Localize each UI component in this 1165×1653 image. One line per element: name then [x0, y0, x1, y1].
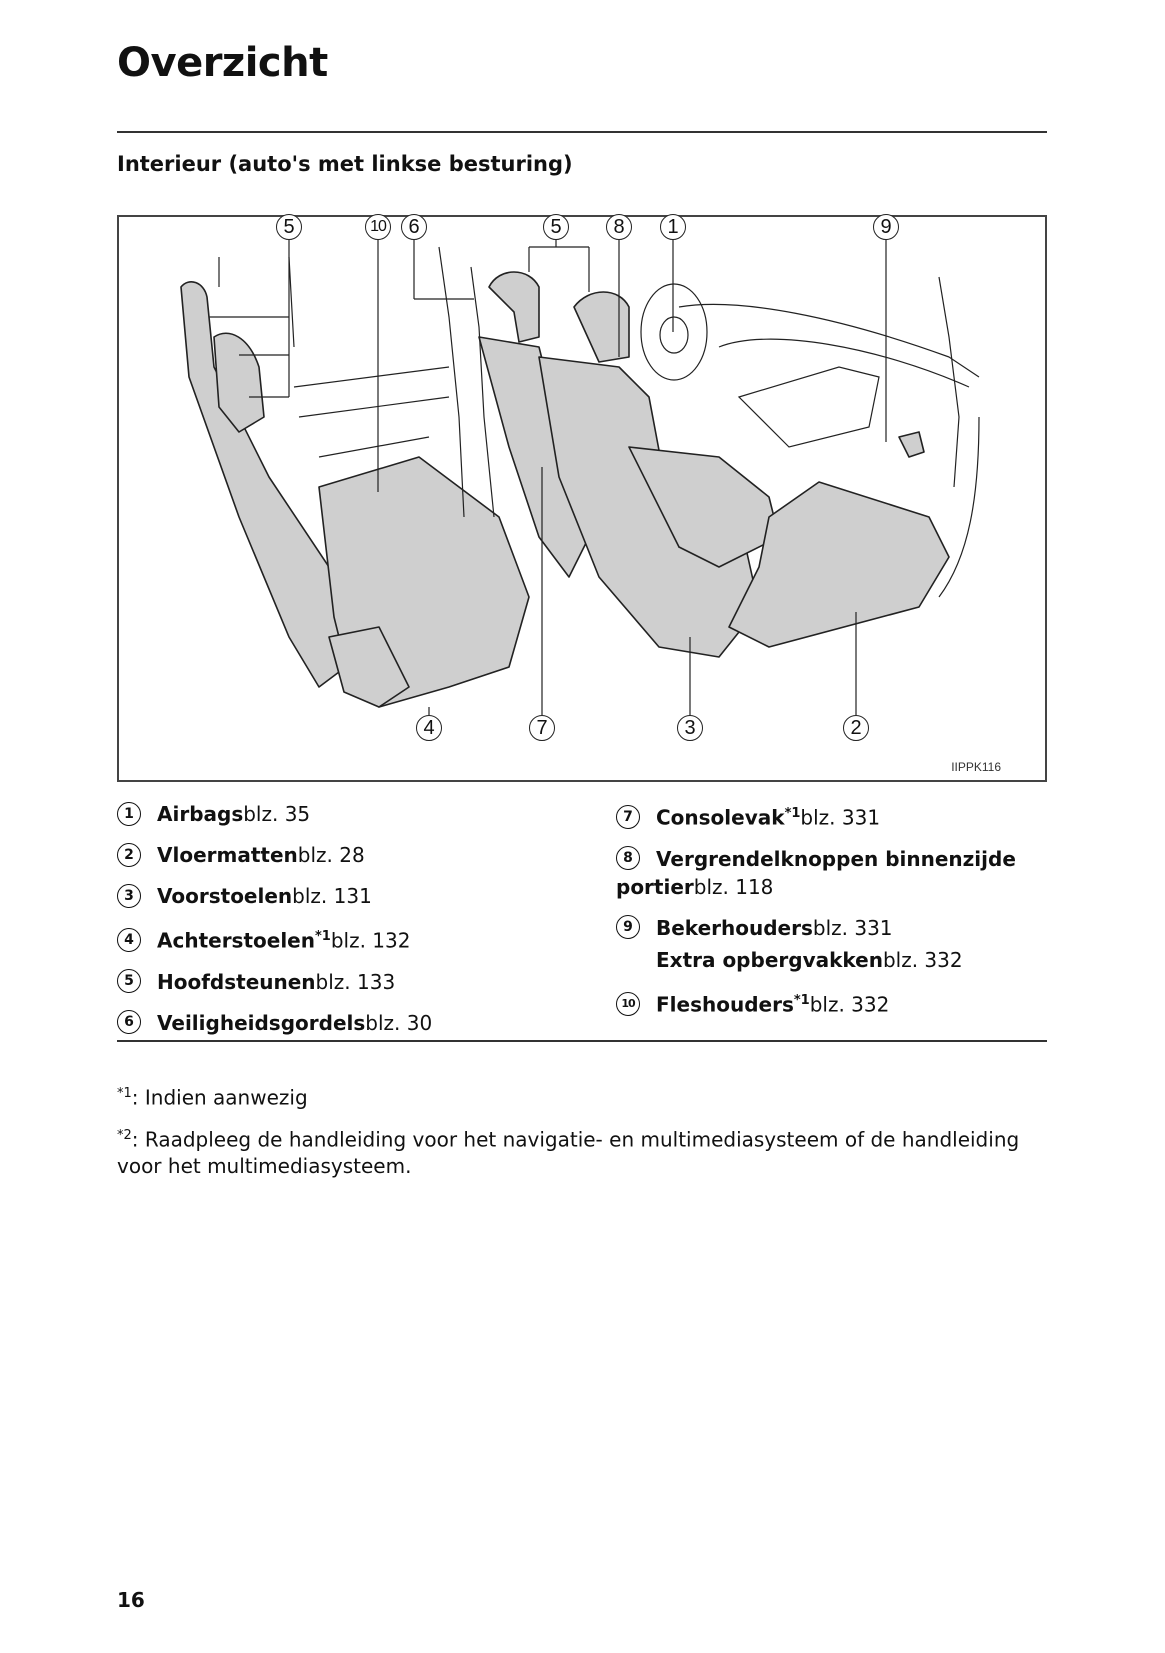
legend-item: 4 Achterstoelen$^{*1}$blz. 132	[117, 923, 432, 955]
page-reference[interactable]: blz. 30	[365, 1010, 433, 1035]
callout-6-seat-belts: 6	[401, 214, 427, 240]
callout-number-icon: 6	[117, 1010, 141, 1034]
footnote-1: $^{*1}$: Indien aanwezig	[117, 1085, 308, 1110]
page-reference[interactable]: blz. 131	[292, 884, 372, 908]
legend-item: 1 Airbagsblz. 35	[117, 800, 432, 828]
footnotes	[117, 1080, 1057, 1190]
page-reference[interactable]: blz. 35	[243, 802, 311, 826]
callout-7-console-box: 7	[529, 715, 555, 741]
page-reference[interactable]: blz. 331	[812, 915, 893, 940]
callout-1-airbags: 1	[660, 214, 686, 240]
page-reference[interactable]: blz. 118	[693, 874, 774, 899]
callout-number-icon: 5	[117, 969, 141, 993]
footnote-marker: *1	[784, 806, 801, 821]
callout-number-icon: 7	[616, 805, 640, 829]
legend-divider	[117, 1040, 1047, 1042]
callout-2-floor-mats: 2	[843, 715, 869, 741]
car-interior-drawing	[119, 217, 1045, 780]
callout-5-front-headrests: 5	[543, 214, 569, 240]
footnote-2: $^{*2}$: Raadpleeg de handleiding voor het navigatie- en multimediasysteem of de handleiding voor het multimediasysteem.	[117, 1127, 1020, 1179]
legend-item: 6 Veiligheidsgordelsblz. 30	[117, 1009, 432, 1037]
page-reference[interactable]: blz. 332	[882, 947, 963, 972]
legend-right-column	[616, 800, 1056, 1031]
callout-number-icon: 9	[616, 915, 640, 939]
callout-number-icon: 10	[616, 992, 640, 1016]
footnote-marker: *1	[793, 992, 810, 1008]
legend-item: 8 Vergrendelknoppen binnenzijde portierblz. 118	[616, 846, 1016, 899]
footnote-marker: *1	[315, 929, 331, 944]
legend-item: 5 Hoofdsteunenblz. 133	[117, 968, 432, 996]
callout-number-icon: 1	[117, 802, 141, 826]
legend-item: 7 Consolevak$^{*1}$blz. 331	[616, 800, 1056, 832]
interior-illustration	[117, 215, 1047, 782]
legend-item: 2 Vloermattenblz. 28	[117, 841, 432, 869]
page-reference[interactable]: blz. 133	[315, 969, 396, 994]
legend-sub-item: Extra opbergvakkenblz. 332	[656, 947, 963, 972]
callout-9-cup-holders: 9	[873, 214, 899, 240]
page-reference[interactable]: blz. 28	[297, 843, 365, 867]
callout-3-front-seats: 3	[677, 715, 703, 741]
header-divider	[117, 131, 1047, 133]
figure-code: IIPPK116	[951, 760, 1001, 774]
page-reference[interactable]: blz. 331	[800, 805, 881, 830]
callout-number-icon: 8	[616, 846, 640, 870]
callout-number-icon: 2	[117, 843, 141, 867]
legend-left-column	[117, 800, 432, 1050]
page-number: 16	[117, 1588, 145, 1612]
legend-item: 10 Fleshouders$^{*1}$blz. 332	[616, 987, 1056, 1019]
page-title: Overzicht	[117, 40, 328, 86]
section-title: Interieur (auto's met linkse besturing)	[117, 152, 573, 176]
callout-10-bottle-holders: 10	[365, 214, 391, 240]
callout-number-icon: 4	[117, 928, 141, 952]
legend-item: 9 Bekerhoudersblz. 331	[616, 914, 1056, 942]
page-reference[interactable]: blz. 132	[330, 928, 411, 953]
callout-number-icon: 3	[117, 884, 141, 908]
legend-item: 3 Voorstoelenblz. 131	[117, 882, 432, 910]
page-reference[interactable]: blz. 332	[809, 992, 890, 1017]
callout-8-door-lock-buttons: 8	[606, 214, 632, 240]
callout-5-rear-headrests: 5	[276, 214, 302, 240]
callout-4-rear-seats: 4	[416, 715, 442, 741]
